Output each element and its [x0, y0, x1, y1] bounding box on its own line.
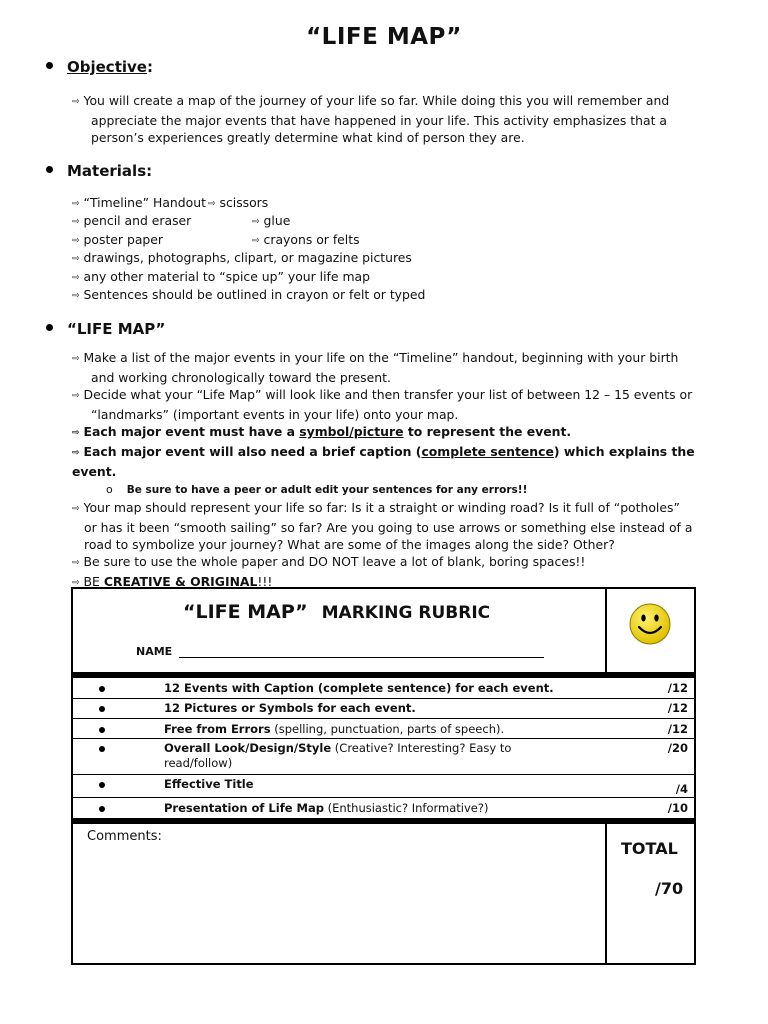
arrow-icon: ⇨: [72, 97, 80, 107]
name-label: NAME: [136, 645, 173, 658]
objective-heading-text: Objective: [67, 58, 147, 76]
instruction-line: Be sure to have a peer or adult edit your sentences for any errors!!: [126, 484, 528, 496]
sub-bullet: [72, 480, 742, 499]
arrow-icon: ⇨: [72, 199, 80, 209]
materials-item: [72, 231, 425, 249]
comments-label: Comments:: [87, 829, 162, 844]
divider: [605, 589, 607, 675]
arrow-icon: ⇨: [72, 272, 80, 283]
criterion-label: 12 Events with Caption (complete sentence) for each event.: [164, 681, 554, 695]
objective-line-1: You will create a map of the journey of your life so far. While doing this you will remember and: [83, 93, 670, 108]
bullet-icon: [99, 727, 105, 733]
row-divider: [73, 738, 694, 739]
objective-text: [72, 92, 669, 146]
instruction-line: Be sure to use the whole paper and DO NOT leave a lot of blank, boring spaces!!: [83, 554, 586, 569]
arrow-icon: ⇨: [72, 290, 80, 301]
instruction-emphasis: CREATIVE & ORIGINAL: [103, 574, 258, 589]
bullet-icon: [46, 166, 53, 173]
bullet-icon: [99, 706, 105, 712]
materials-item-text: poster paper: [83, 231, 164, 247]
arrow-icon: ⇨: [252, 217, 260, 228]
instruction-text: ) which explains the event.: [72, 444, 695, 479]
smiley-icon: [628, 602, 672, 646]
arrow-icon: ⇨: [72, 391, 80, 401]
criterion-label: Presentation of Life Map: [164, 801, 324, 815]
materials-list: [72, 194, 425, 304]
objective-line-2: appreciate the major events that have happened in your life. This activity emphasizes that a: [91, 113, 668, 128]
instruction-line: Your map should represent your life so far: Is it a straight or winding road? Is it full of “potholes”: [83, 500, 680, 515]
materials-item-text: pencil and eraser: [83, 213, 192, 229]
criterion-points: /12: [667, 681, 688, 695]
materials-item: [72, 212, 425, 230]
instruction-underlined: complete sentence: [421, 444, 554, 459]
rubric-title-text: “LIFE MAP”: [183, 601, 308, 623]
arrow-icon: ⇨: [72, 504, 80, 514]
instruction-text: to represent the event.: [403, 424, 572, 439]
instruction-line: and working chronologically toward the present.: [91, 370, 391, 385]
criterion-detail: (Creative? Interesting? Easy to read/follow): [164, 741, 512, 770]
total-label: TOTAL: [621, 839, 678, 858]
criterion-points: /12: [667, 722, 688, 736]
objective-line-3: person’s experiences greatly determine what kind of person they are.: [91, 130, 525, 145]
rubric-subtitle: MARKING RUBRIC: [321, 603, 491, 623]
instruction-line: road to symbolize your journey? What are some of the images along the side? Other?: [84, 537, 615, 552]
materials-item: [72, 194, 425, 212]
instruction-underlined: symbol/picture: [299, 424, 404, 439]
life-map-heading-text: “LIFE MAP”: [67, 320, 166, 338]
materials-item-text: any other material to “spice up” your life map: [83, 268, 371, 284]
sub-bullet-marker: o: [106, 483, 113, 496]
bullet-icon: [46, 324, 53, 331]
criterion-detail: (Enthusiastic? Informative?): [323, 801, 489, 815]
arrow-icon: ⇨: [72, 448, 80, 458]
arrow-icon: ⇨: [72, 254, 80, 265]
arrow-icon: ⇨: [252, 235, 260, 246]
bullet-icon: [99, 686, 105, 692]
criterion-points: /4: [675, 782, 688, 796]
total-value: /70: [655, 879, 684, 898]
bullet-icon: [46, 62, 53, 69]
divider: [73, 672, 694, 678]
materials-item-text: glue: [263, 213, 291, 229]
objective-colon: :: [146, 58, 153, 76]
objective-heading: [46, 58, 153, 76]
arrow-icon: ⇨: [72, 428, 80, 438]
materials-item-text: Sentences should be outlined in crayon or felt or typed: [83, 286, 426, 302]
divider: [605, 823, 607, 963]
criterion-label: Effective Title: [164, 777, 254, 791]
criterion-label: Free from Errors: [164, 722, 271, 736]
instruction-line: or has it been “smooth sailing” so far? Are you going to use arrows or something else instead of a: [84, 520, 693, 535]
criterion-points: /10: [667, 801, 688, 815]
page-title: “LIFE MAP”: [306, 24, 462, 50]
bullet-icon: [99, 806, 105, 812]
instruction-text: !!!: [257, 574, 273, 589]
arrow-icon: ⇨: [72, 558, 80, 568]
bullet-icon: [99, 782, 105, 788]
materials-item-text: drawings, photographs, clipart, or magazine pictures: [83, 250, 412, 266]
materials-item: [72, 286, 425, 304]
materials-item-text: “Timeline” Handout: [83, 195, 206, 210]
row-divider: [73, 718, 694, 719]
criterion-points: /20: [667, 741, 688, 755]
life-map-heading: [46, 320, 165, 338]
materials-colon: :: [146, 162, 153, 180]
row-divider: [73, 698, 694, 699]
criterion-detail: (spelling, punctuation, parts of speech).: [270, 722, 505, 736]
instruction-text: Each major event must have a: [83, 424, 300, 439]
row-divider: [73, 797, 694, 798]
instruction-line: “landmarks” (important events in your life) onto your map.: [91, 407, 459, 422]
materials-item: [72, 249, 425, 267]
materials-item: [72, 268, 425, 286]
name-field-line[interactable]: [179, 657, 544, 658]
rubric-title: [183, 601, 490, 623]
materials-item-text: scissors: [219, 195, 269, 210]
divider: [73, 818, 694, 824]
arrow-icon: ⇨: [207, 199, 216, 209]
materials-heading: [46, 162, 152, 180]
life-map-instructions: [72, 349, 742, 593]
materials-item-text: crayons or felts: [263, 231, 360, 247]
instruction-line: Make a list of the major events in your life on the “Timeline” handout, beginning with your birth: [83, 350, 679, 365]
criterion-label: Overall Look/Design/Style: [164, 741, 332, 755]
materials-heading-text: Materials: [67, 162, 147, 180]
instruction-text: Each major event will also need a brief caption (: [83, 444, 422, 459]
marking-rubric: [71, 587, 696, 965]
instruction-line: Decide what your “Life Map” will look like and then transfer your list of between 12 – 15 events or: [83, 387, 693, 402]
arrow-icon: ⇨: [72, 354, 80, 364]
arrow-icon: ⇨: [72, 217, 80, 228]
arrow-icon: ⇨: [72, 235, 80, 246]
criterion-label: 12 Pictures or Symbols for each event.: [164, 701, 416, 715]
row-divider: [73, 774, 694, 775]
instruction-text: BE: [83, 574, 104, 589]
criterion-points: /12: [667, 701, 688, 715]
bullet-icon: [99, 746, 105, 752]
arrow-icon: ⇨: [72, 578, 80, 588]
